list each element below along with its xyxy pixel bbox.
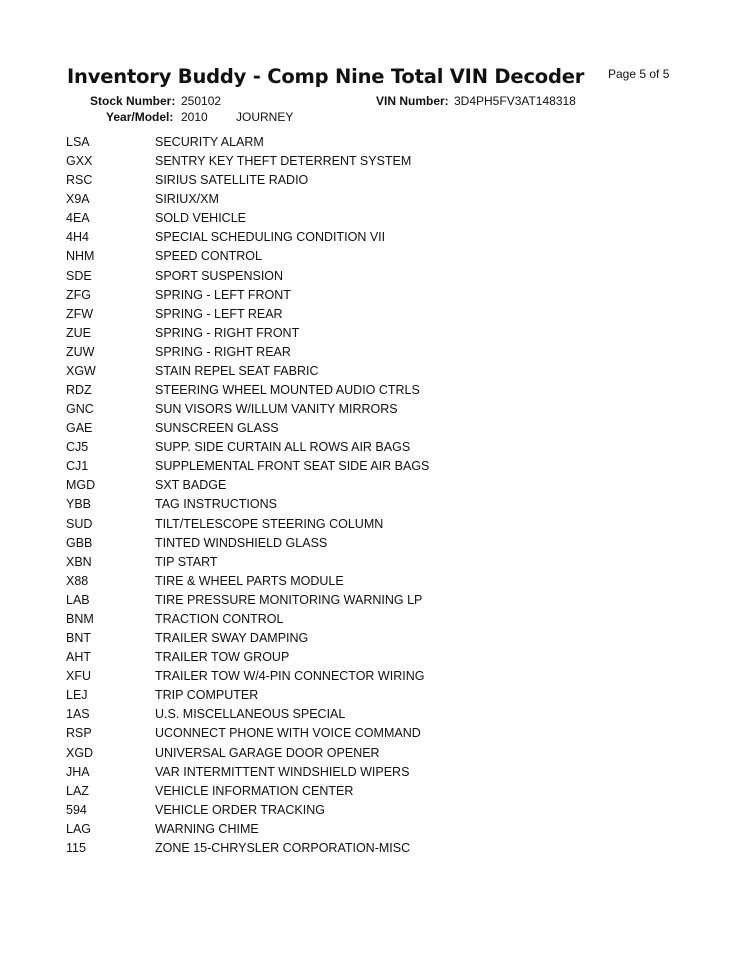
option-description: SPEED CONTROL (155, 249, 262, 264)
option-row (66, 267, 686, 286)
option-description: UCONNECT PHONE WITH VOICE COMMAND (155, 726, 421, 741)
option-code: XFU (66, 669, 91, 684)
option-row (66, 820, 686, 839)
option-code: 1AS (66, 707, 90, 722)
option-code: JHA (66, 764, 90, 779)
option-description: SPRING - LEFT REAR (155, 306, 283, 321)
option-row (66, 782, 686, 801)
option-description: SIRIUS SATELLITE RADIO (155, 173, 309, 188)
option-code: MGD (66, 478, 96, 493)
option-description: SPORT SUSPENSION (155, 268, 284, 283)
option-row (66, 419, 686, 438)
option-row (66, 286, 686, 305)
option-row (66, 553, 686, 572)
option-description: SXT BADGE (155, 478, 227, 493)
option-description: TIRE PRESSURE MONITORING WARNING LP (155, 592, 423, 607)
option-code: GAE (66, 421, 93, 436)
document-title: Inventory Buddy - Comp Nine Total VIN Decoder (67, 65, 585, 88)
option-code: NHM (66, 249, 95, 264)
option-code: RSC (66, 173, 93, 188)
option-description: STEERING WHEEL MOUNTED AUDIO CTRLS (155, 383, 420, 398)
option-row (66, 457, 686, 476)
option-row (66, 152, 686, 171)
option-description: SENTRY KEY THEFT DETERRENT SYSTEM (155, 154, 412, 169)
option-description: TRAILER TOW GROUP (155, 650, 290, 665)
stock-number-label: Stock Number: (90, 94, 176, 108)
option-row (66, 381, 686, 400)
option-row (66, 610, 686, 629)
option-description: SPRING - RIGHT FRONT (155, 325, 300, 340)
option-row (66, 744, 686, 763)
year-value: 2010 (181, 110, 208, 124)
option-row (66, 705, 686, 724)
option-code: XGD (66, 745, 94, 760)
page-number: Page 5 of 5 (608, 67, 670, 81)
option-code: LAG (66, 821, 92, 836)
option-code: XGW (66, 363, 96, 378)
option-row (66, 476, 686, 495)
option-description: ZONE 15-CHRYSLER CORPORATION-MISC (155, 840, 411, 855)
option-code-list (66, 133, 686, 858)
option-description: VAR INTERMITTENT WINDSHIELD WIPERS (155, 764, 410, 779)
option-description: TRIP COMPUTER (155, 688, 259, 703)
option-code: GBB (66, 535, 93, 550)
option-row (66, 324, 686, 343)
option-code: RSP (66, 726, 92, 741)
option-code: X9A (66, 192, 90, 207)
option-code: X88 (66, 573, 89, 588)
option-description: U.S. MISCELLANEOUS SPECIAL (155, 707, 346, 722)
option-row (66, 763, 686, 782)
option-code: 594 (66, 802, 87, 817)
option-code: ZUW (66, 344, 95, 359)
option-row (66, 133, 686, 152)
option-code: LAZ (66, 783, 89, 798)
option-row (66, 209, 686, 228)
option-description: TILT/TELESCOPE STEERING COLUMN (155, 516, 384, 531)
option-row (66, 801, 686, 820)
option-code: RDZ (66, 383, 92, 398)
model-value: JOURNEY (236, 110, 294, 124)
option-row (66, 648, 686, 667)
option-description: SUN VISORS W/ILLUM VANITY MIRRORS (155, 402, 398, 417)
option-row (66, 438, 686, 457)
option-code: 4H4 (66, 230, 89, 245)
option-description: SPRING - RIGHT REAR (155, 344, 291, 359)
option-description: TRAILER SWAY DAMPING (155, 631, 309, 646)
option-description: SUNSCREEN GLASS (155, 421, 279, 436)
option-row (66, 171, 686, 190)
option-row (66, 400, 686, 419)
option-code: XBN (66, 554, 92, 569)
vin-number-label: VIN Number: (376, 94, 449, 108)
option-row (66, 686, 686, 705)
option-row (66, 667, 686, 686)
option-code: BNM (66, 611, 94, 626)
option-code: ZFW (66, 306, 94, 321)
option-description: SPRING - LEFT FRONT (155, 287, 291, 302)
option-row (66, 629, 686, 648)
option-row (66, 839, 686, 858)
option-code: SDE (66, 268, 92, 283)
option-row (66, 591, 686, 610)
option-row (66, 724, 686, 743)
option-description: TIP START (155, 554, 218, 569)
option-description: SECURITY ALARM (155, 135, 264, 149)
option-description: TIRE & WHEEL PARTS MODULE (155, 573, 344, 588)
option-row (66, 495, 686, 514)
option-row (66, 515, 686, 534)
option-description: SUPP. SIDE CURTAIN ALL ROWS AIR BAGS (155, 440, 411, 455)
stock-number-value: 250102 (181, 94, 222, 108)
option-description: TRAILER TOW W/4-PIN CONNECTOR WIRING (155, 669, 425, 684)
option-code: 4EA (66, 211, 90, 226)
option-row (66, 305, 686, 324)
option-description: WARNING CHIME (155, 821, 259, 836)
option-code: LAB (66, 592, 90, 607)
option-row (66, 572, 686, 591)
option-code: ZFG (66, 287, 91, 302)
option-code: BNT (66, 631, 91, 646)
option-code: GXX (66, 154, 93, 169)
option-row (66, 343, 686, 362)
option-code: SUD (66, 516, 93, 531)
option-description: VEHICLE INFORMATION CENTER (155, 783, 354, 798)
option-row (66, 228, 686, 247)
option-code: LEJ (66, 688, 88, 703)
option-description: TAG INSTRUCTIONS (155, 497, 277, 512)
option-code: YBB (66, 497, 92, 512)
option-code: CJ5 (66, 440, 89, 455)
option-code: AHT (66, 650, 91, 665)
option-description: UNIVERSAL GARAGE DOOR OPENER (155, 745, 380, 760)
option-row (66, 190, 686, 209)
option-code: GNC (66, 402, 94, 417)
option-description: TINTED WINDSHIELD GLASS (155, 535, 328, 550)
option-description: STAIN REPEL SEAT FABRIC (155, 363, 319, 378)
option-description: SOLD VEHICLE (155, 211, 247, 226)
option-description: TRACTION CONTROL (155, 611, 284, 626)
option-row (66, 247, 686, 266)
option-code: LSA (66, 135, 90, 149)
option-code: ZUE (66, 325, 91, 340)
option-row (66, 534, 686, 553)
option-code: 115 (66, 840, 86, 855)
vin-number-value: 3D4PH5FV3AT148318 (454, 94, 576, 108)
option-code: CJ1 (66, 459, 89, 474)
option-description: VEHICLE ORDER TRACKING (155, 802, 325, 817)
option-description: SIRIUX/XM (155, 192, 219, 207)
option-description: SPECIAL SCHEDULING CONDITION VII (155, 230, 386, 245)
option-row (66, 362, 686, 381)
option-description: SUPPLEMENTAL FRONT SEAT SIDE AIR BAGS (155, 459, 430, 474)
year-model-label: Year/Model: (106, 110, 174, 124)
